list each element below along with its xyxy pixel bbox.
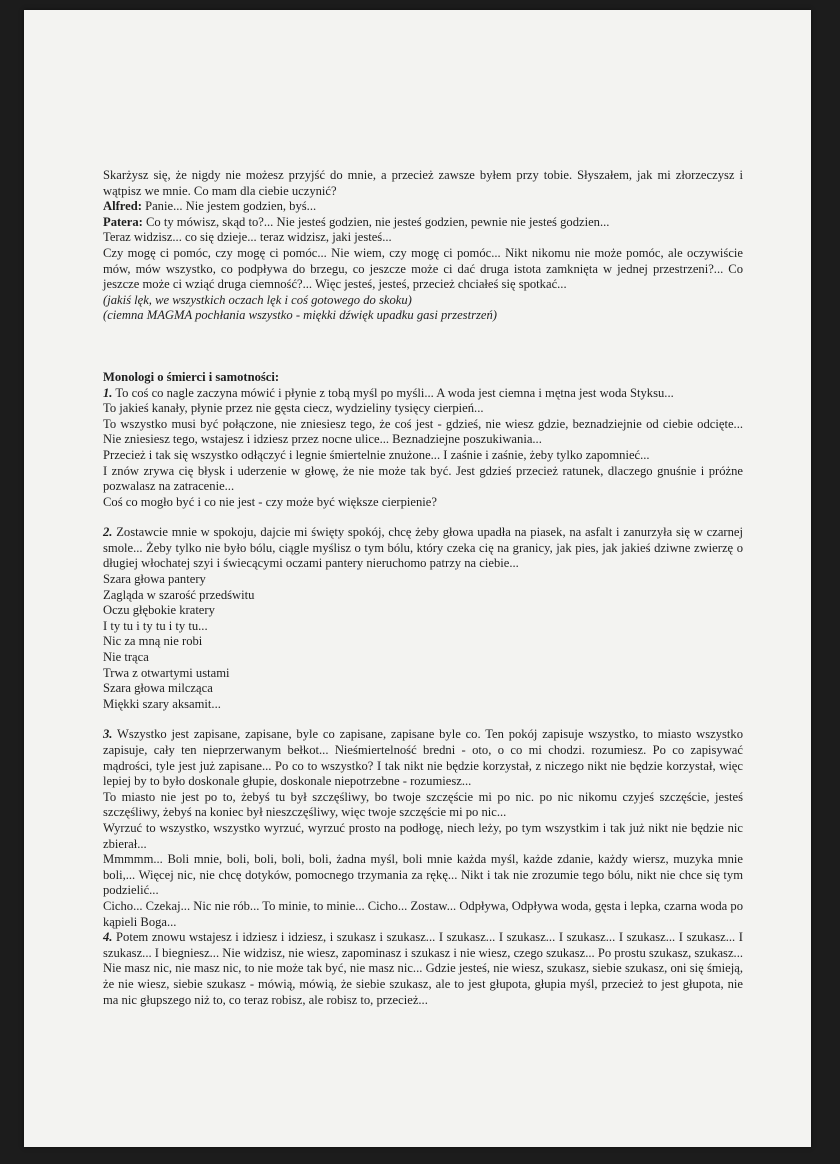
speaker-patera: Patera: xyxy=(103,214,143,229)
monologue-1-line: Coś co mogło być i co nie jest - czy może być większe cierpienie? xyxy=(103,494,437,509)
monologue-1-line: Przecież i tak się wszystko odłączyć i legnie śmiertelnie znużone... I zaśnie i zaśnie, żeby tylko zapomnieć... xyxy=(103,447,650,462)
monologue-text: Potem znowu wstajesz i idziesz i idziesz, i szukasz i szukasz... I szukasz... I szukasz... I szukasz... I szukasz... I szukasz... I szukasz... I biegniesz... Nie widzisz, nie wiesz, zapominasz i szukasz i nie wiesz, czego szukasz... Po prostu szukasz, szukasz... Nie masz nic, nie masz nic, to nie może tak być, nie masz nic... Gdzie jesteś, nie wiesz, szukasz, siebie szukasz, oni się śmieją, że nie wiesz, siebie szukasz - mówią, mówią, że siebie szukasz, ale to jest głupota, głupia myśl, przecież to jest głupota, nie ma nic głupszego niż to, co teraz robisz, ale robisz to, przecież... xyxy=(103,930,743,1007)
poem-line: Szara głowa milcząca xyxy=(103,681,213,696)
alfred-line xyxy=(103,199,743,215)
patera-text: Co ty mówisz, skąd to?... Nie jesteś godzien, nie jesteś godzien, pewnie nie jesteś godzien... xyxy=(142,214,610,229)
poem-line: Trwa z otwartymi ustami xyxy=(103,665,230,680)
monologue-4-paragraph xyxy=(103,930,743,1008)
monologue-1-line: To jakieś kanały, płynie przez nie gęsta ciecz, wydzieliny tysięcy cierpień... xyxy=(103,401,484,416)
patera-line xyxy=(103,215,743,231)
poem-line: Zagląda w szarość przedświtu xyxy=(103,587,255,602)
monologue-text: To coś co nagle zaczyna mówić i płynie z tobą myśl po myśli... A woda jest ciemna i mętna jest woda Styksu... xyxy=(112,385,674,400)
monologue-1-line xyxy=(103,386,743,402)
poem-line: Miękki szary aksamit... xyxy=(103,696,221,711)
monologue-2-paragraph xyxy=(103,525,743,572)
document-page xyxy=(24,10,811,1147)
poem-line: Nic za mną nie robi xyxy=(103,634,203,649)
monologue-3-line: To miasto nie jest po to, żebyś tu był szczęśliwy, bo twoje szczęście mi po nic. po nic nikomu czyjeś szczęście, jesteś szczęśliwy, żebyś na koniec był nieszczęśliwy, więc twoje szczęście mi po nic... xyxy=(103,789,743,820)
poem-line: I ty tu i ty tu i ty tu... xyxy=(103,618,208,633)
monologue-text: Zostawcie mnie w spokoju, dajcie mi święty spokój, chcę żeby głowa upadła na piasek, na asfalt i zanurzyła się w czarnej smole... Żeby tylko nie było bólu, ciągle myślisz o tym bólu, który czeka cię na granicy, jak pies, jak jakieś dziwne zwierzę o długiej włochatej szyi i świecącymi oczami pantery nieruchomo patrzy na ciebie... xyxy=(103,525,743,571)
monologue-1-line: To wszystko musi być połączone, nie zniesiesz tego, że coś jest - gdzieś, nie wiesz gdzie, beznadziejnie od ciebie odcięte... Nie zniesiesz tego, wstajesz i idziesz przez nocne ulice... Beznadziejne poszukiwania... xyxy=(103,416,743,447)
monologue-number: 1. xyxy=(103,385,113,400)
monologue-text: Wszystko jest zapisane, zapisane, byle co zapisane, zapisane byle co. Ten pokój zapisuje wszystko, to miasto wszystko zapisuje, cały ten nieprzerwanym bełkot... Nieśmiertelność bredni - oto, o co mi chodzi. rozumiesz. Po co zapisywać mądrości, tyle jest już zapisane... Po co to wszystko? I tak nikt nie będzie korzystał, z niczego nikt nie będzie korzystał, więc lepiej by to było doskonale głupie, doskonale niepotrzebne - rozumiesz... xyxy=(103,727,743,789)
stage-direction: (ciemna MAGMA pochłania wszystko - miękki dźwięk upadku gasi przestrzeń) xyxy=(103,308,497,323)
poem-line: Szara głowa pantery xyxy=(103,572,206,587)
intro-paragraph: Skarżysz się, że nigdy nie możesz przyjść do mnie, a przecież zawsze byłem przy tobie. Słyszałem, jak mi złorzeczysz i wątpisz we mnie. Co mam dla ciebie uczynić? xyxy=(103,168,743,198)
dialogue-line: Teraz widzisz... co się dzieje... teraz widzisz, jaki jesteś... xyxy=(103,230,392,245)
monologue-1-line: I znów zrywa cię błysk i uderzenie w głowę, że nie może tak być. Jest gdzieś przecież ratunek, dlaczego gnuśnie i próżne pozwalasz na zatracenie... xyxy=(103,463,743,494)
monologue-3-line: Mmmmm... Boli mnie, boli, boli, boli, boli, żadna myśl, boli mnie każda myśl, każde zdanie, każdy wiersz, muzyka mnie boli,... Więcej nic, nie chcę dotyków, pomocnego trzymania za rękę... Nikt i tak nie zrozumie tego bólu, nikt nie chce się tym podzielić... xyxy=(103,852,743,898)
monologue-number: 4. xyxy=(103,930,113,945)
monologue-3-line: Wyrzuć to wszystko, wszystko wyrzuć, wyrzuć prosto na podłogę, niech leży, po tym wszystkim i tak już nikt nie będzie nic zbierał... xyxy=(103,820,743,851)
monologue-3-line: Cicho... Czekaj... Nic nie rób... To minie, to minie... Cicho... Zostaw... Odpływa, Odpływa woda, gęsta i lepka, czarna woda po kąpieli Boga... xyxy=(103,898,743,929)
dialogue-paragraph: Czy mogę ci pomóc, czy mogę ci pomóc... Nie wiem, czy mogę ci pomóc... Nikt nikomu nie może pomóc, ale oczywiście mów, mów wszystko, co podpływa do brzegu, co jeszcze może ci dać druga istota zamknięta w jednej przestrzeni?... Co jeszcze może ci wziąć druga ciemność?... Więc jesteś, jesteś, przecież chciałeś się spotkać... xyxy=(103,245,743,292)
poem-line: Nie trąca xyxy=(103,650,149,665)
poem-line: Oczu głębokie kratery xyxy=(103,603,215,618)
section-heading: Monologi o śmierci i samotności: xyxy=(103,369,280,384)
monologue-3-line xyxy=(103,727,743,789)
monologue-number: 2. xyxy=(103,525,113,540)
alfred-text: Panie... Nie jestem godzien, byś... xyxy=(141,199,317,214)
speaker-alfred: Alfred: xyxy=(103,199,142,214)
document-body xyxy=(103,168,743,1008)
monologue-number: 3. xyxy=(103,727,113,742)
stage-direction: (jakiś lęk, we wszystkich oczach lęk i coś gotowego do skoku) xyxy=(103,292,412,307)
